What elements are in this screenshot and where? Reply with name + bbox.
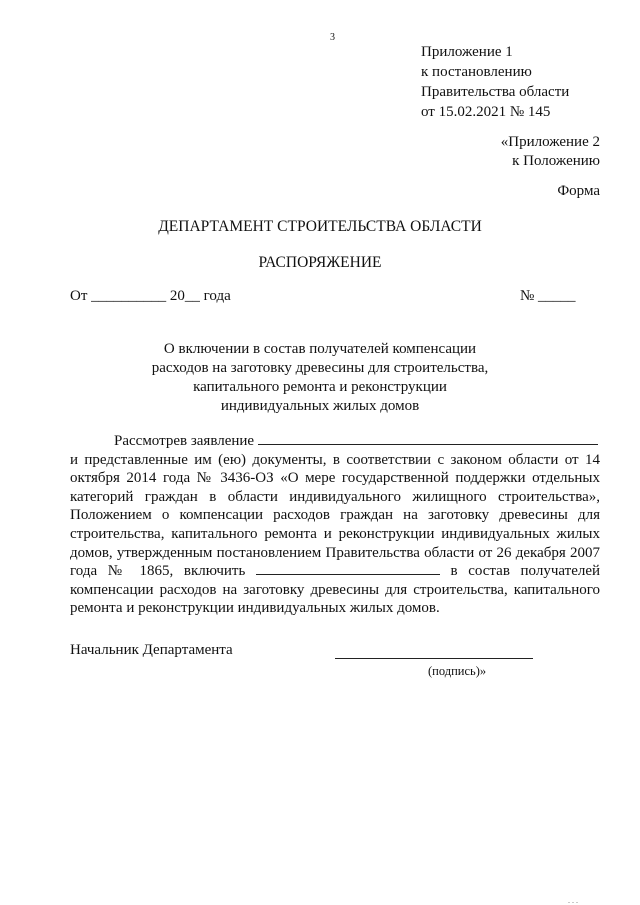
signatory-position: Начальник Департамента bbox=[70, 642, 233, 658]
date-line: От __________ 20__ года bbox=[70, 288, 231, 304]
body-paragraph bbox=[70, 451, 600, 618]
signature-line bbox=[335, 658, 533, 659]
subject-line: капитального ремонта и реконструкции bbox=[193, 379, 447, 395]
department-title: ДЕПАРТАМЕНТ СТРОИТЕЛЬСТВА ОБЛАСТИ bbox=[158, 218, 482, 235]
attachment-line: к постановлению bbox=[421, 64, 532, 80]
body-first-line bbox=[70, 432, 600, 451]
subject-line: расходов на заготовку древесины для строительства, bbox=[151, 360, 489, 376]
attachment-line: от 15.02.2021 № 145 bbox=[421, 104, 551, 120]
attachment-line: Приложение 1 bbox=[421, 44, 513, 60]
body-text-2: в состав получателей компенсации расходов на заготовку древесины для строительства, капитального ремонта и реконструкции индивидуальных жилых домов. bbox=[70, 563, 601, 617]
page-number: 3 bbox=[330, 32, 335, 43]
attachment-header bbox=[421, 42, 569, 122]
applicant-blank bbox=[258, 432, 598, 445]
recipient-blank bbox=[256, 562, 440, 575]
body-text-1: и представленные им (ею) документы, в соответствии с законом области от 14 октября 2014 года № 3436-ОЗ «О мере государственной поддержки отдельных категорий граждан в области индивидуального жилищного строительства», Положением о компенсации расходов граждан на заготовку древесины для строительства, капитального ремонта и реконструкции индивидуальных жилых домов, утвержденным постановлением Правительства области от 26 декабря 2007 года № 1865, включить bbox=[70, 451, 600, 580]
subject-line: О включении в состав получателей компенсации bbox=[163, 341, 477, 357]
attachment2-line: к Положению bbox=[512, 153, 600, 169]
document-body bbox=[70, 432, 600, 618]
attachment2-header bbox=[501, 133, 600, 171]
attachment2-line: «Приложение 2 bbox=[500, 134, 600, 150]
document-type: РАСПОРЯЖЕНИЕ bbox=[258, 254, 382, 271]
body-lead: Рассмотрев заявление bbox=[114, 433, 255, 449]
attachment-line: Правительства области bbox=[421, 84, 570, 100]
number-line: № _____ bbox=[520, 288, 576, 304]
signature-caption: (подпись)» bbox=[428, 664, 487, 678]
corner-mark: . . . bbox=[568, 896, 578, 905]
form-label: Форма bbox=[557, 183, 600, 199]
subject-line: индивидуальных жилых домов bbox=[220, 398, 420, 414]
document-subject bbox=[0, 340, 640, 416]
